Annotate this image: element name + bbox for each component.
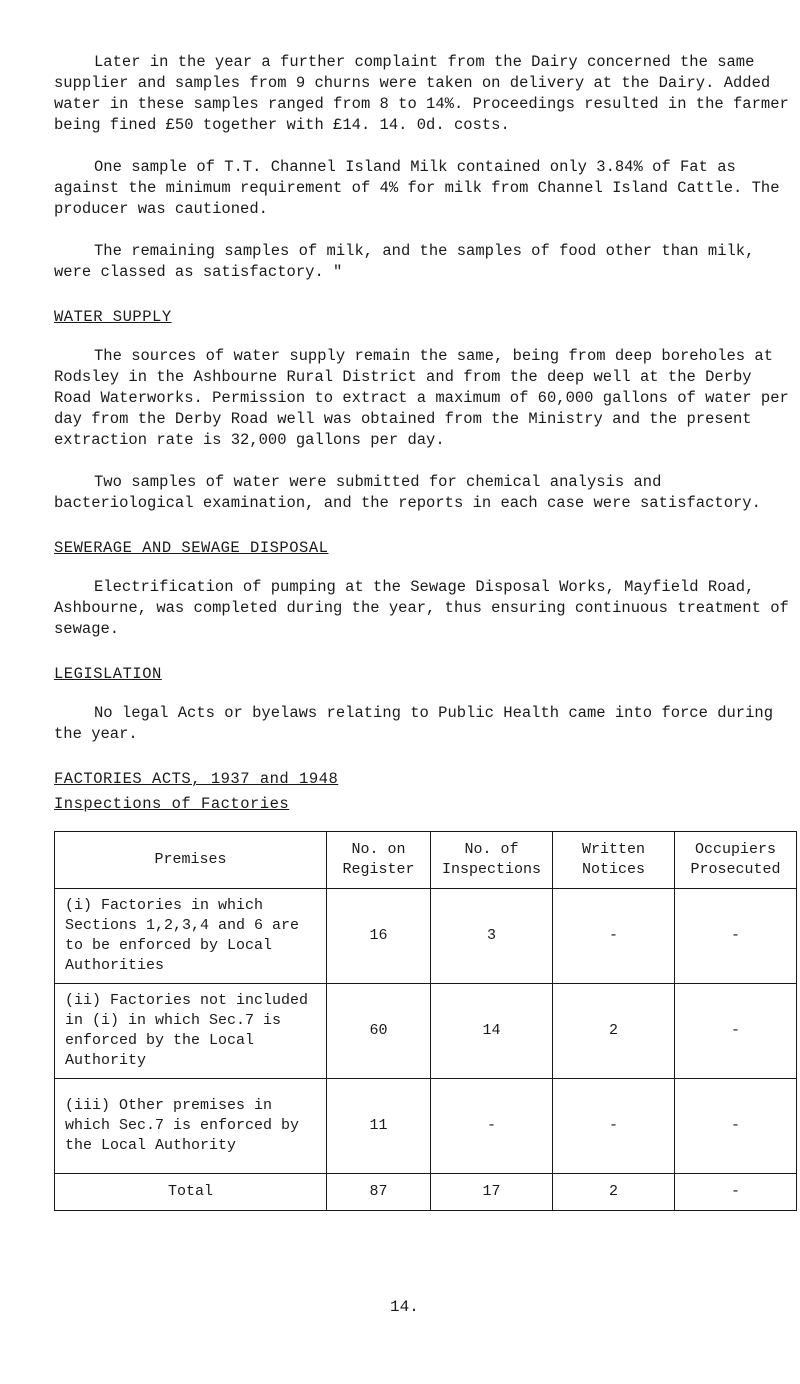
prosecuted-cell: - — [675, 984, 797, 1079]
factories-heading: FACTORIES ACTS, 1937 and 1948 — [54, 770, 339, 788]
column-header-prosecuted: Occupiers Prosecuted — [675, 832, 797, 889]
premises-cell: (ii) Factories not included in (i) in which Sec.7 is enforced by the Local Authority — [55, 984, 327, 1079]
sewerage-heading: SEWERAGE AND SEWAGE DISPOSAL — [54, 539, 329, 557]
total-inspections-cell: 17 — [431, 1174, 553, 1211]
column-header-inspections: No. of Inspections — [431, 832, 553, 889]
total-register-cell: 87 — [327, 1174, 431, 1211]
total-prosecuted-cell: - — [675, 1174, 797, 1211]
register-cell: 11 — [327, 1079, 431, 1174]
water-supply-paragraph-1: The sources of water supply remain the same, being from deep boreholes at Rodsley in the Ashbourne Rural District and from the deep well at the Derby Road Waterworks. Permission to extract a maximum of 60,000 gallons of water per day from the Derby Road well was obtained from the Ministry and the present extraction rate is 32,000 gallons per day. — [54, 347, 789, 449]
column-header-notices: Written Notices — [553, 832, 675, 889]
notices-cell: 2 — [553, 984, 675, 1079]
factories-subheading: Inspections of Factories — [54, 795, 290, 813]
table-header-row — [55, 832, 797, 889]
water-supply-heading: WATER SUPPLY — [54, 308, 172, 326]
notices-cell: - — [553, 1079, 675, 1174]
intro-paragraph-2: One sample of T.T. Channel Island Milk contained only 3.84% of Fat as against the minimum requirement of 4% for milk from Channel Island Cattle. The producer was cautioned. — [54, 158, 780, 218]
column-header-register: No. on Register — [327, 832, 431, 889]
sewerage-paragraph-1: Electrification of pumping at the Sewage Disposal Works, Mayfield Road, Ashbourne, was completed during the year, thus ensuring continuous treatment of sewage. — [54, 578, 789, 638]
inspections-cell: 3 — [431, 889, 553, 984]
table-row — [55, 889, 797, 984]
prosecuted-cell: - — [675, 1079, 797, 1174]
legislation-heading: LEGISLATION — [54, 665, 162, 683]
intro-paragraph-3: The remaining samples of milk, and the samples of food other than milk, were classed as satisfactory. " — [54, 242, 755, 281]
premises-cell: (iii) Other premises in which Sec.7 is enforced by the Local Authority — [55, 1079, 327, 1174]
page-number: 14. — [390, 1298, 419, 1316]
notices-cell: - — [553, 889, 675, 984]
register-cell: 16 — [327, 889, 431, 984]
total-notices-cell: 2 — [553, 1174, 675, 1211]
factories-inspection-table — [54, 831, 797, 1211]
column-header-premises: Premises — [55, 832, 327, 889]
legislation-paragraph-1: No legal Acts or byelaws relating to Public Health came into force during the year. — [54, 704, 774, 743]
intro-paragraph-1: Later in the year a further complaint from the Dairy concerned the same supplier and samples from 9 churns were taken on delivery at the Dairy. Added water in these samples ranged from 8 to 14%. Proceedings resulted in the farmer being fined £50 together with £14. 14. 0d. costs. — [54, 53, 789, 134]
document-page — [54, 52, 796, 1211]
table-row — [55, 984, 797, 1079]
inspections-cell: - — [431, 1079, 553, 1174]
prosecuted-cell: - — [675, 889, 797, 984]
inspections-cell: 14 — [431, 984, 553, 1079]
register-cell: 60 — [327, 984, 431, 1079]
total-label-cell: Total — [55, 1174, 327, 1211]
table-total-row — [55, 1174, 797, 1211]
premises-cell: (i) Factories in which Sections 1,2,3,4 and 6 are to be enforced by Local Authorities — [55, 889, 327, 984]
water-supply-paragraph-2: Two samples of water were submitted for chemical analysis and bacteriological examination, and the reports in each case were satisfactory. — [54, 473, 761, 512]
table-row — [55, 1079, 797, 1174]
